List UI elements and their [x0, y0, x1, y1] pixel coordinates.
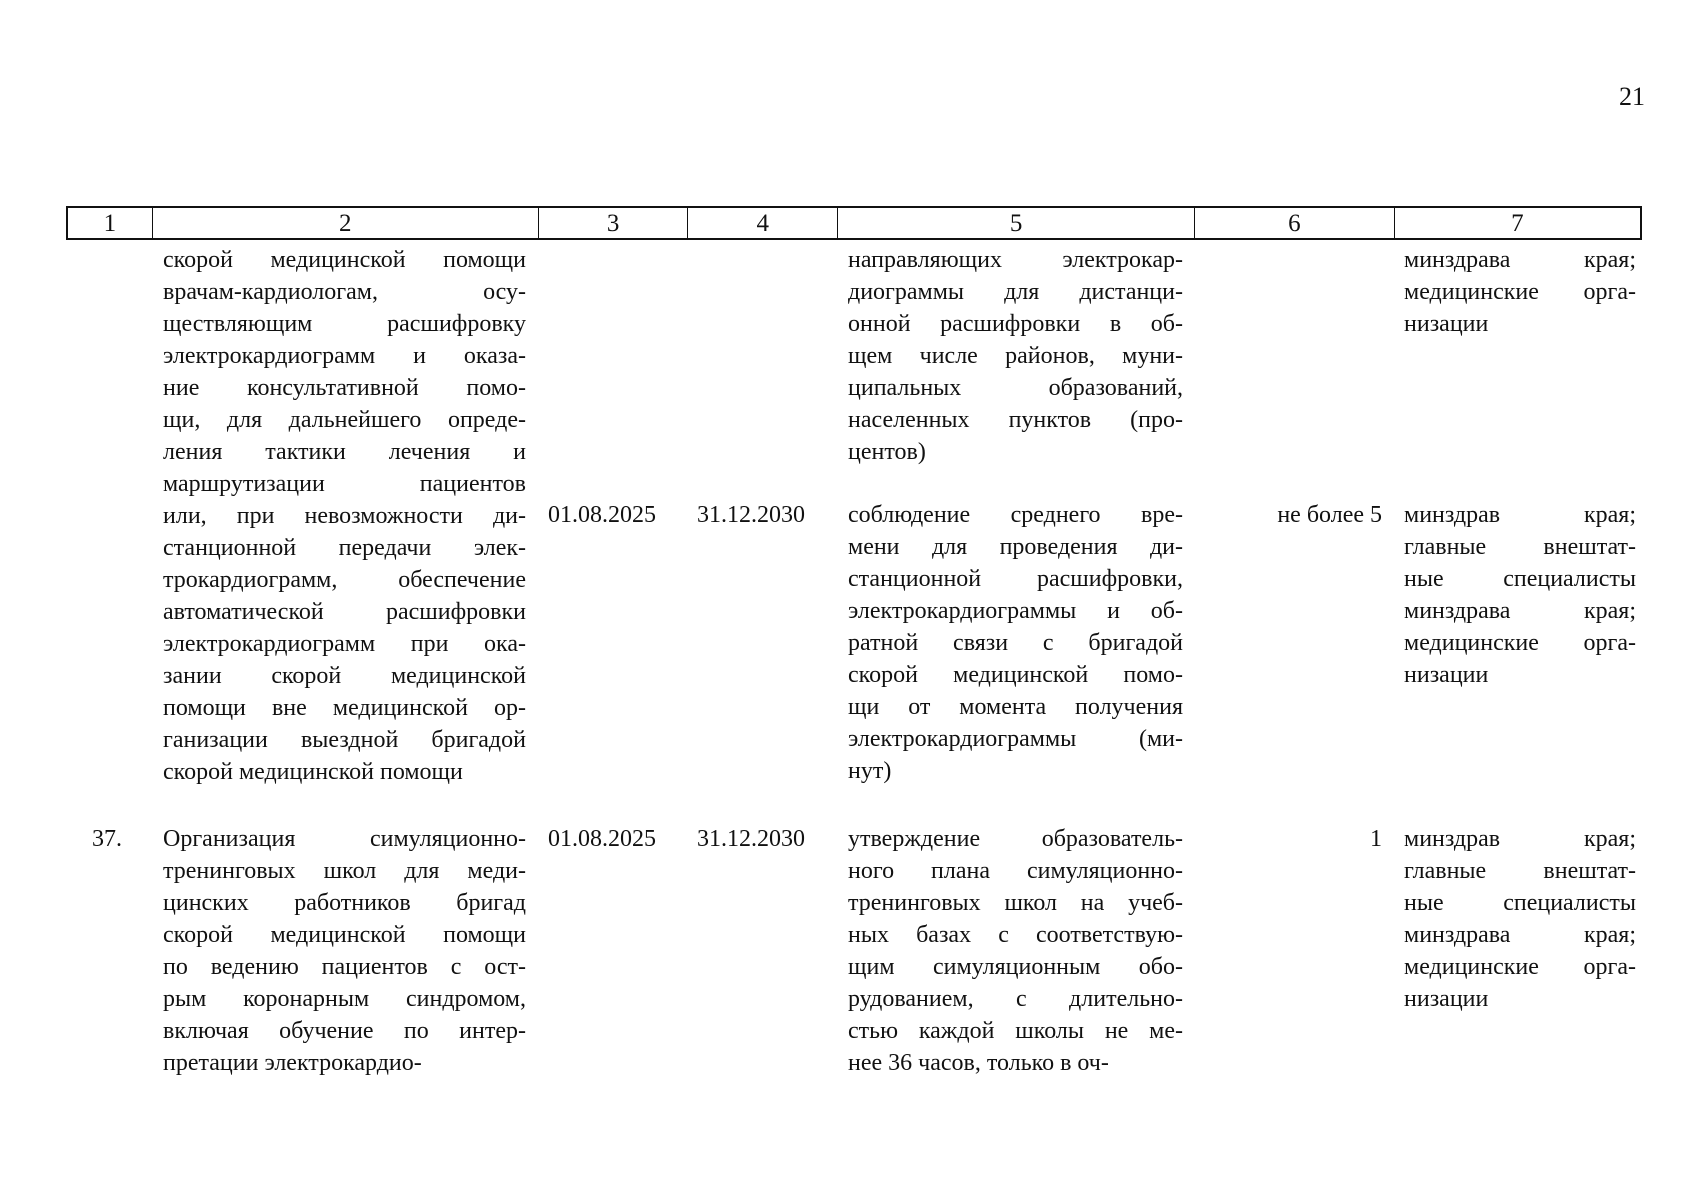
measure-description-line: Организация симуляционно-	[163, 826, 526, 852]
indicator-text-line: станционной расшифровки,	[848, 566, 1183, 592]
responsible-text-line: медицинские орга-	[1404, 630, 1636, 656]
indicator-text-line: электрокардиограммы и об-	[848, 598, 1183, 624]
responsible-text-line: минздрав края;	[1404, 826, 1636, 852]
indicator-text-line: нее 36 часов, только в оч-	[848, 1050, 1109, 1076]
indicator-text-line: тренинговых школ на учеб-	[848, 890, 1183, 916]
indicator-text-line: щем числе районов, муни-	[848, 343, 1183, 369]
indicator-text-line: стью каждой школы не ме-	[848, 1018, 1183, 1044]
measure-description-line: помощи вне медицинской ор-	[163, 695, 526, 721]
responsible-text-line: главные внештат-	[1404, 534, 1636, 560]
header-cell-6: 6	[1195, 208, 1395, 238]
responsible-text-line: минздрава края;	[1404, 247, 1636, 273]
start-date: 01.08.2025	[548, 502, 656, 528]
measure-description-line: ществляющим расшифровку	[163, 311, 526, 337]
measure-description-line: включая обучение по интер-	[163, 1018, 526, 1044]
measure-description-line: электрокардиограмм и оказа-	[163, 343, 526, 369]
responsible-text-line: низации	[1404, 311, 1489, 337]
responsible-text-line: минздрава края;	[1404, 598, 1636, 624]
measure-description-line: претации электрокардио-	[163, 1050, 422, 1076]
header-cell-5: 5	[838, 208, 1195, 238]
responsible-text-line: главные внештат-	[1404, 858, 1636, 884]
measure-description-line: врачам-кардиологам, осу-	[163, 279, 526, 305]
responsible-text-line: минздрав края;	[1404, 502, 1636, 528]
row-number: 37.	[92, 826, 122, 852]
header-cell-2: 2	[153, 208, 539, 238]
responsible-text-line: ные специалисты	[1404, 566, 1636, 592]
indicator-text-line: диограммы для дистанци-	[848, 279, 1183, 305]
measure-description-line: ления тактики лечения и	[163, 439, 526, 465]
measure-description-line: маршрутизации пациентов	[163, 471, 526, 497]
indicator-text-line: ципальных образований,	[848, 375, 1183, 401]
measure-description-line: цинских работников бригад	[163, 890, 526, 916]
measure-description-line: зании скорой медицинской	[163, 663, 526, 689]
indicator-value: 1	[1370, 826, 1382, 852]
start-date: 01.08.2025	[548, 826, 656, 852]
table-header-row	[66, 206, 1642, 240]
measure-description-line: тренинговых школ для меди-	[163, 858, 526, 884]
indicator-text-line: соблюдение среднего вре-	[848, 502, 1183, 528]
indicator-text-line: рудованием, с длительно-	[848, 986, 1183, 1012]
measure-description-line: или, при невозможности ди-	[163, 503, 526, 529]
responsible-text-line: медицинские орга-	[1404, 279, 1636, 305]
indicator-value: не более 5	[1277, 502, 1382, 528]
indicator-text-line: мени для проведения ди-	[848, 534, 1183, 560]
indicator-text-line: щим симуляционным обо-	[848, 954, 1183, 980]
page-number: 21	[1619, 82, 1645, 111]
measure-description-line: рым коронарным синдромом,	[163, 986, 526, 1012]
responsible-text-line: минздрава края;	[1404, 922, 1636, 948]
measure-description-line: электрокардиограмм при ока-	[163, 631, 526, 657]
end-date: 31.12.2030	[697, 502, 805, 528]
header-cell-3: 3	[539, 208, 689, 238]
measure-description-line: скорой медицинской помощи	[163, 759, 463, 785]
header-cell-7: 7	[1511, 210, 1524, 237]
header-cell-1: 1	[68, 208, 153, 238]
measure-description-line: ганизации выездной бригадой	[163, 727, 526, 753]
measure-description-line: щи, для дальнейшего опреде-	[163, 407, 526, 433]
measure-description-line: по ведению пациентов с ост-	[163, 954, 526, 980]
responsible-text-line: низации	[1404, 662, 1489, 688]
measure-description-line: трокардиограмм, обеспечение	[163, 567, 526, 593]
indicator-text-line: центов)	[848, 439, 926, 465]
responsible-text-line: медицинские орга-	[1404, 954, 1636, 980]
indicator-text-line: электрокардиограммы (ми-	[848, 726, 1183, 752]
indicator-text-line: щи от момента получения	[848, 694, 1183, 720]
end-date: 31.12.2030	[697, 826, 805, 852]
indicator-text-line: ных базах с соответствую-	[848, 922, 1183, 948]
measure-description-line: скорой медицинской помощи	[163, 247, 526, 273]
indicator-text-line: населенных пунктов (про-	[848, 407, 1183, 433]
measure-description-line: автоматической расшифровки	[163, 599, 526, 625]
indicator-text-line: утверждение образователь-	[848, 826, 1183, 852]
measure-description-line: ние консультативной помо-	[163, 375, 526, 401]
indicator-text-line: онной расшифровки в об-	[848, 311, 1183, 337]
indicator-text-line: нут)	[848, 758, 892, 784]
indicator-text-line: ратной связи с бригадой	[848, 630, 1183, 656]
measure-description-line: скорой медицинской помощи	[163, 922, 526, 948]
indicator-text-line: ного плана симуляционно-	[848, 858, 1183, 884]
responsible-text-line: ные специалисты	[1404, 890, 1636, 916]
header-cell-4: 4	[688, 208, 838, 238]
indicator-text-line: направляющих электрокар-	[848, 247, 1183, 273]
responsible-text-line: низации	[1404, 986, 1489, 1012]
indicator-text-line: скорой медицинской помо-	[848, 662, 1183, 688]
measure-description-line: станционной передачи элек-	[163, 535, 526, 561]
